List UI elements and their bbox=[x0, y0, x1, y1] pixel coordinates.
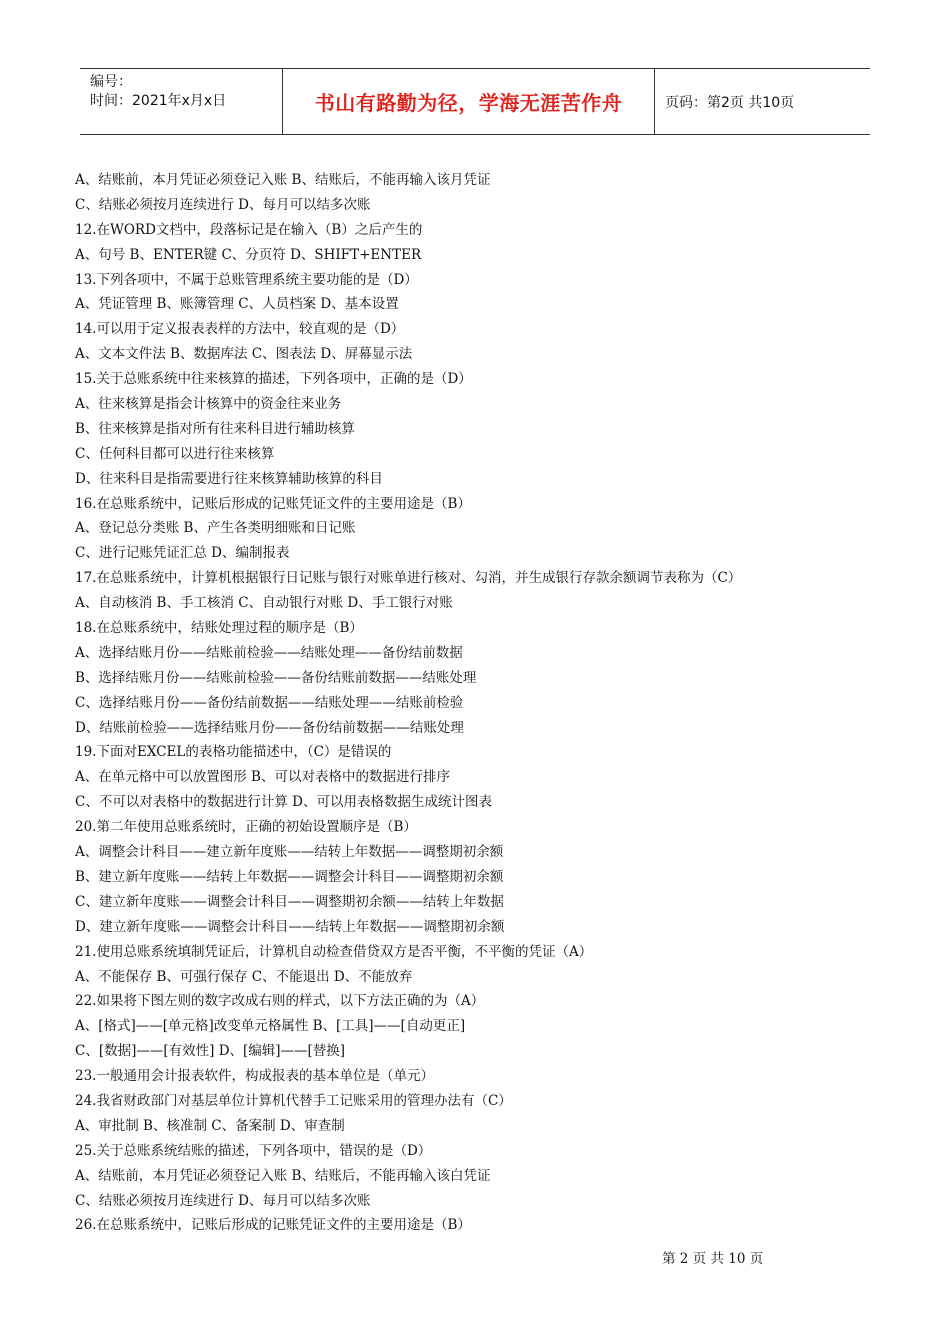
option-line: A、审批制 B、核准制 C、备案制 D、审查制 bbox=[75, 1117, 345, 1134]
question-line: 17.在总账系统中，计算机根据银行日记账与银行对账单进行核对、勾消，并生成银行存款余额调节表称为（C） bbox=[75, 570, 742, 587]
option-line: C、结账必须按月连续进行 D、每月可以结多次账 bbox=[75, 1192, 371, 1209]
question-line: 20.第二年使用总账系统时，正确的初始设置顺序是（B） bbox=[75, 819, 417, 836]
document-body bbox=[75, 168, 875, 1238]
option-line: D、建立新年度账——调整会计科目——结转上年数据——调整期初余额 bbox=[75, 918, 505, 935]
option-line: A、文本文件法 B、数据库法 C、图表法 D、屏幕显示法 bbox=[75, 346, 413, 363]
option-line: C、任何科目都可以进行往来核算 bbox=[75, 445, 275, 462]
option-line: B、选择结账月份——结账前检验——备份结账前数据——结账处理 bbox=[75, 669, 477, 686]
option-line: C、进行记账凭证汇总 D、编制报表 bbox=[75, 545, 290, 562]
text-line: A、结账前，本月凭证必须登记入账 B、结账后，不能再输入该月凭证 bbox=[75, 172, 491, 188]
option-line: C、[数据]——[有效性] D、[编辑]——[替换] bbox=[75, 1043, 346, 1060]
question-line: 24.我省财政部门对基层单位计算机代替手工记账采用的管理办法有（C） bbox=[75, 1092, 512, 1109]
question-line: 15.关于总账系统中往来核算的描述，下列各项中，正确的是（D） bbox=[75, 371, 472, 388]
option-line: A、句号 B、ENTER键 C、分页符 D、SHIFT+ENTER bbox=[75, 246, 422, 263]
option-line: A、不能保存 B、可强行保存 C、不能退出 D、不能放弃 bbox=[75, 968, 413, 985]
header-page-info: 页码：第2页 共10页 bbox=[665, 94, 795, 111]
question-line: 26.在总账系统中，记账后形成的记账凭证文件的主要用途是（B） bbox=[75, 1217, 471, 1234]
option-line: A、调整会计科目——建立新年度账——结转上年数据——调整期初余额 bbox=[75, 844, 504, 861]
option-line: A、往来核算是指会计核算中的资金往来业务 bbox=[75, 396, 342, 413]
option-line: A、结账前，本月凭证必须登记入账 B、结账后，不能再输入该白凭证 bbox=[75, 1167, 491, 1184]
option-line: D、结账前检验——选择结账月份——备份结前数据——结账处理 bbox=[75, 719, 464, 736]
document-time-label: 时间：2021年x月x日 bbox=[90, 93, 227, 109]
option-line: A、登记总分类账 B、产生各类明细账和日记账 bbox=[75, 520, 356, 537]
question-line: 21.使用总账系统填制凭证后，计算机自动检查借贷双方是否平衡，不平衡的凭证（A） bbox=[75, 943, 593, 960]
option-line: C、选择结账月份——备份结前数据——结账处理——结账前检验 bbox=[75, 694, 464, 711]
option-line: A、凭证管理 B、账簿管理 C、人员档案 D、基本设置 bbox=[75, 296, 399, 313]
question-line: 12.在WORD文档中，段落标记是在输入（B）之后产生的 bbox=[75, 221, 423, 238]
option-line: D、往来科目是指需要进行往来核算辅助核算的科目 bbox=[75, 470, 383, 487]
header-meta bbox=[80, 69, 282, 134]
page-footer: 第 2 页 共 10 页 bbox=[662, 1251, 764, 1267]
option-line: B、建立新年度账——结转上年数据——调整会计科目——调整期初余额 bbox=[75, 868, 504, 885]
option-line: B、往来核算是指对所有往来科目进行辅助核算 bbox=[75, 420, 355, 437]
page-header bbox=[80, 68, 870, 135]
option-line: A、选择结账月份——结账前检验——结账处理——备份结前数据 bbox=[75, 644, 463, 661]
option-line: C、建立新年度账——调整会计科目——调整期初余额——结转上年数据 bbox=[75, 893, 504, 910]
question-line: 18.在总账系统中，结账处理过程的顺序是（B） bbox=[75, 620, 363, 637]
question-line: 23.一般通用会计报表软件，构成报表的基本单位是（单元） bbox=[75, 1068, 434, 1085]
option-line: A、在单元格中可以放置图形 B、可以对表格中的数据进行排序 bbox=[75, 769, 450, 786]
header-motto: 书山有路勤为径，学海无涯苦作舟 bbox=[282, 69, 655, 134]
question-line: 16.在总账系统中，记账后形成的记账凭证文件的主要用途是（B） bbox=[75, 495, 471, 512]
option-line: A、[格式]——[单元格]改变单元格属性 B、[工具]——[自动更正] bbox=[75, 1018, 466, 1035]
text-line: C、结账必须按月连续进行 D、每月可以结多次账 bbox=[75, 196, 371, 213]
question-line: 22.如果将下图左则的数字改成右则的样式，以下方法正确的为（A） bbox=[75, 993, 485, 1010]
question-line: 19.下面对EXCEL的表格功能描述中，（C）是错误的 bbox=[75, 744, 392, 761]
option-line: C、不可以对表格中的数据进行计算 D、可以用表格数据生成统计图表 bbox=[75, 794, 492, 811]
question-line: 14.可以用于定义报表表样的方法中，较直观的是（D） bbox=[75, 321, 405, 338]
question-line: 13.下列各项中，不属于总账管理系统主要功能的是（D） bbox=[75, 271, 418, 288]
question-line: 25.关于总账系统结账的描述，下列各项中，错误的是（D） bbox=[75, 1142, 432, 1159]
document-number-label: 编号： bbox=[90, 74, 132, 90]
option-line: A、自动核消 B、手工核消 C、自动银行对账 D、手工银行对账 bbox=[75, 595, 453, 612]
